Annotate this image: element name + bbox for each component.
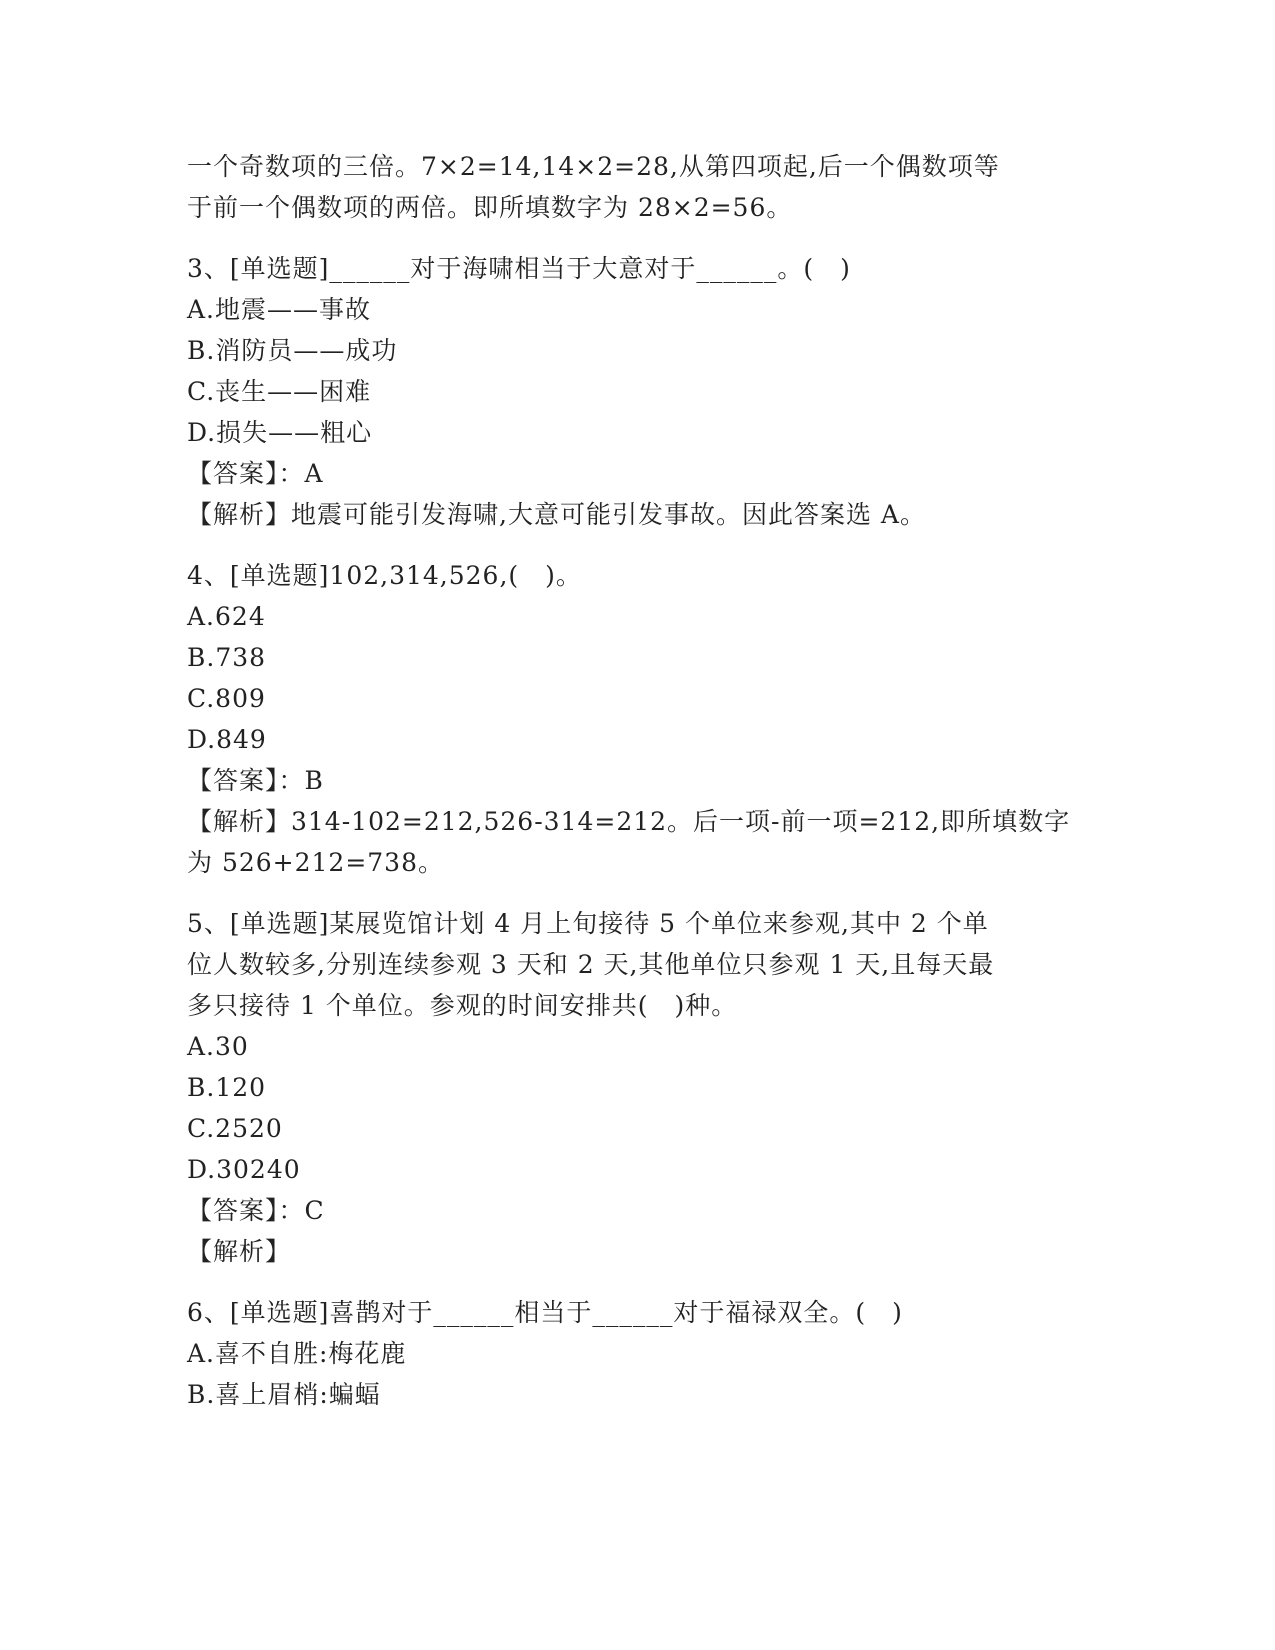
question-stem: 6、[单选题]喜鹊对于______相当于______对于福禄双全。( ) <box>187 1298 903 1327</box>
option-b: B.消防员——成功 <box>187 336 398 365</box>
analysis-line: 【解析】地震可能引发海啸,大意可能引发事故。因此答案选 A。 <box>187 500 926 529</box>
document-page <box>187 146 1087 1415</box>
question-stem: 3、[单选题]______对于海啸相当于大意对于______。( ) <box>187 254 851 283</box>
question-stem: 5、[单选题]某展览馆计划 4 月上旬接待 5 个单位来参观,其中 2 个单 <box>187 909 989 938</box>
option-d: D.30240 <box>187 1155 301 1184</box>
analysis-line: 【解析】 <box>187 1237 292 1266</box>
answer-line: 【答案】：B <box>187 766 324 795</box>
analysis-line: 为 526+212=738。 <box>187 848 444 877</box>
option-c: C.丧生——困难 <box>187 377 372 406</box>
option-b: B.120 <box>187 1073 267 1102</box>
option-a: A.624 <box>187 602 266 631</box>
question-5 <box>187 903 1087 1272</box>
question-6 <box>187 1292 1087 1415</box>
option-a: A.喜不自胜:梅花鹿 <box>187 1339 407 1368</box>
question-3 <box>187 248 1087 535</box>
option-b: B.738 <box>187 643 267 672</box>
question-stem: 多只接待 1 个单位。参观的时间安排共( )种。 <box>187 991 738 1020</box>
option-a: A.30 <box>187 1032 249 1061</box>
question-stem: 位人数较多,分别连续参观 3 天和 2 天,其他单位只参观 1 天,且每天最 <box>187 950 995 979</box>
question-4 <box>187 555 1087 883</box>
intro-line: 一个奇数项的三倍。7×2=14,14×2=28,从第四项起,后一个偶数项等 <box>187 152 1000 181</box>
option-d: D.849 <box>187 725 267 754</box>
intro-paragraph <box>187 146 1087 228</box>
question-stem: 4、[单选题]102,314,526,( )。 <box>187 561 582 590</box>
answer-line: 【答案】：C <box>187 1196 325 1225</box>
option-a: A.地震——事故 <box>187 295 372 324</box>
intro-line: 于前一个偶数项的两倍。即所填数字为 28×2=56。 <box>187 193 793 222</box>
option-c: C.2520 <box>187 1114 283 1143</box>
answer-line: 【答案】：A <box>187 459 324 488</box>
option-b: B.喜上眉梢:蝙蝠 <box>187 1380 381 1409</box>
option-c: C.809 <box>187 684 266 713</box>
analysis-line: 【解析】314-102=212,526-314=212。后一项-前一项=212,即所填数字 <box>187 807 1071 836</box>
option-d: D.损失——粗心 <box>187 418 373 447</box>
